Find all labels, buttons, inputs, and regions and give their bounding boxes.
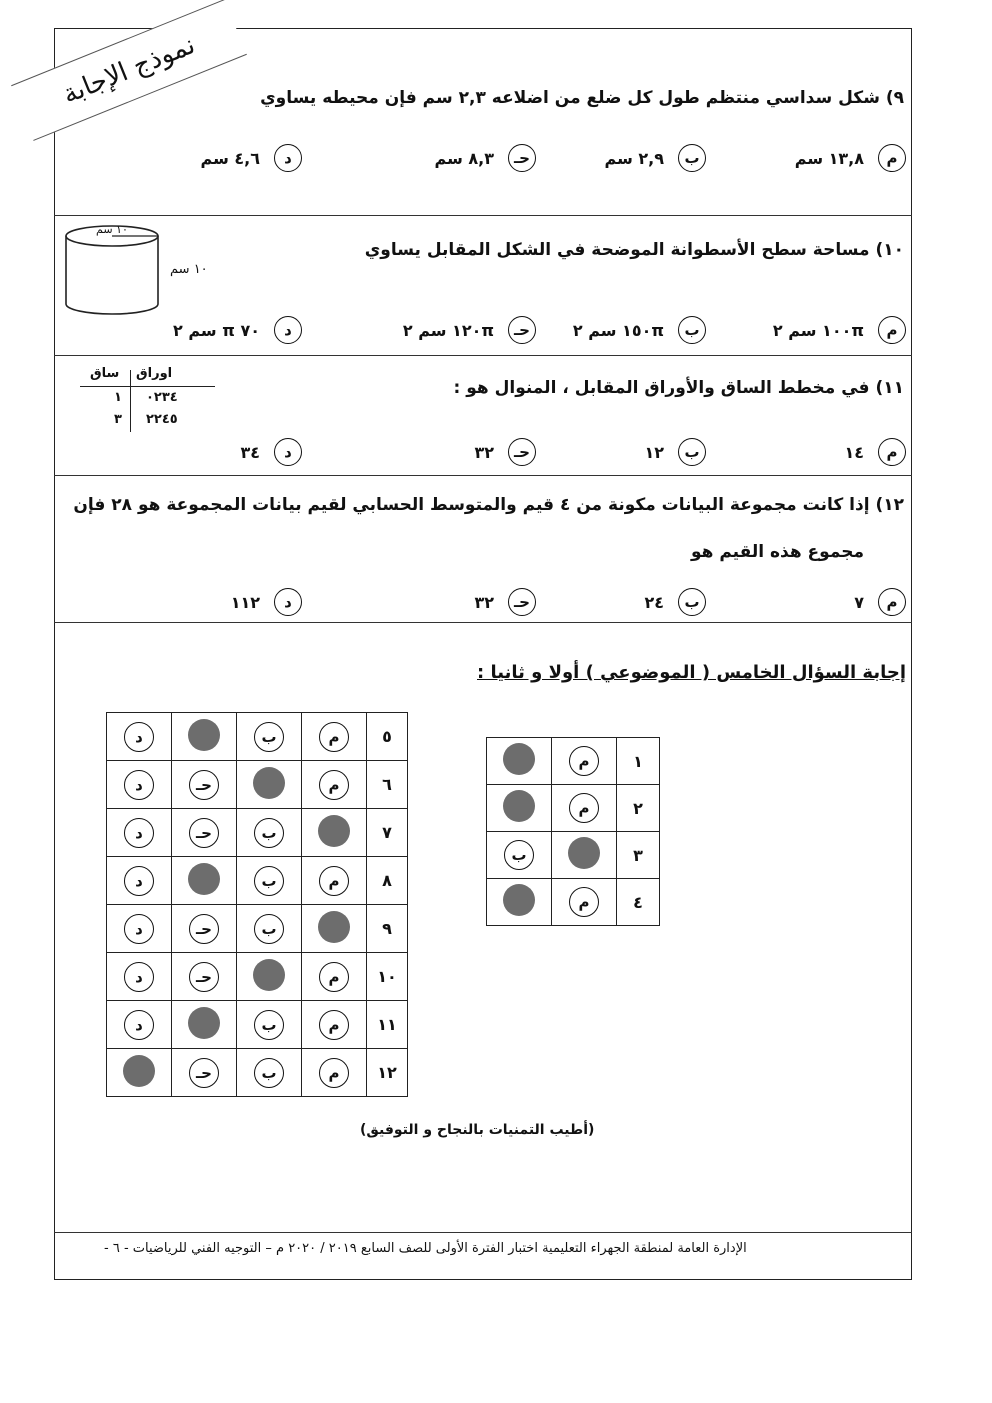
option-letter-circle: د	[274, 316, 302, 344]
option-letter-circle: ب	[678, 588, 706, 616]
question-11-text: ١١) في مخطط الساق والأوراق المقابل ، المنوال هو :	[453, 378, 904, 398]
option-2[interactable]	[644, 588, 706, 616]
option-value: ١٢	[644, 442, 664, 462]
question-number: ٨	[367, 857, 408, 905]
answer-row	[107, 953, 408, 1001]
answer-row	[107, 809, 408, 857]
answer-cell-selected[interactable]	[552, 832, 617, 879]
filled-bubble	[253, 767, 285, 799]
answer-letter-bubble: د	[124, 1010, 154, 1040]
option-value: ١٢٠π سم ٢	[402, 320, 494, 340]
answer-cell-selected[interactable]	[237, 953, 302, 1001]
answer-cell[interactable]	[237, 1001, 302, 1049]
option-letter-circle: د	[274, 438, 302, 466]
answer-row	[487, 879, 660, 926]
option-1[interactable]	[795, 144, 906, 172]
option-value: ٤,٦ سم	[200, 148, 260, 168]
divider	[54, 622, 912, 623]
option-value: ٣٢	[474, 442, 494, 462]
option-letter-circle: حـ	[508, 588, 536, 616]
answer-letter-bubble: م	[319, 1010, 349, 1040]
answer-cell[interactable]	[237, 713, 302, 761]
cylinder-figure	[62, 222, 172, 322]
answer-letter-bubble: حـ	[189, 1058, 219, 1088]
option-value: ٣٤	[240, 442, 260, 462]
option-value: ١٠٠π سم ٢	[772, 320, 864, 340]
question-number: ٧	[367, 809, 408, 857]
answer-letter-bubble: د	[124, 914, 154, 944]
filled-bubble	[568, 837, 600, 869]
option-1[interactable]	[844, 438, 906, 466]
option-letter-circle: ب	[678, 316, 706, 344]
option-letter-circle: م	[878, 438, 906, 466]
answer-letter-bubble: حـ	[189, 962, 219, 992]
stem-header: ساق	[90, 366, 120, 381]
answer-letter-bubble: م	[319, 962, 349, 992]
answer-cell[interactable]	[237, 857, 302, 905]
answer-cell[interactable]	[237, 1049, 302, 1097]
answer-cell-selected[interactable]	[302, 905, 367, 953]
answer-cell[interactable]	[107, 953, 172, 1001]
answer-letter-bubble: ب	[254, 1058, 284, 1088]
answer-cell-selected[interactable]	[302, 809, 367, 857]
filled-bubble	[318, 815, 350, 847]
answer-grid-second	[106, 712, 408, 1097]
answer-row	[487, 738, 660, 785]
question-12-text-line-2: مجموع هذه القيم هو	[690, 542, 864, 562]
answers-title: إجابة السؤال الخامس ( الموضوعي ) أولا و ثانيا :	[477, 662, 906, 683]
answer-row	[107, 1049, 408, 1097]
answer-row	[107, 857, 408, 905]
stem-row-1-stem: ١	[114, 390, 122, 405]
question-number: ٢	[617, 785, 660, 832]
answer-cell[interactable]	[302, 761, 367, 809]
option-letter-circle: د	[274, 144, 302, 172]
answer-letter-bubble: ب	[254, 722, 284, 752]
stem-leaf-plot	[80, 366, 215, 436]
option-value: ٧	[854, 592, 864, 612]
answer-cell[interactable]	[552, 785, 617, 832]
answer-letter-bubble: م	[319, 770, 349, 800]
divider	[54, 475, 912, 476]
answer-cell[interactable]	[107, 713, 172, 761]
option-letter-circle: حـ	[508, 438, 536, 466]
filled-bubble	[253, 959, 285, 991]
divider	[54, 215, 912, 216]
question-number: ١١	[367, 1001, 408, 1049]
question-number: ٦	[367, 761, 408, 809]
answer-cell[interactable]	[552, 879, 617, 926]
answer-letter-bubble: حـ	[189, 914, 219, 944]
answer-letter-bubble: م	[569, 793, 599, 823]
option-4[interactable]	[173, 316, 302, 344]
option-2[interactable]	[605, 144, 706, 172]
answer-cell-selected[interactable]	[487, 738, 552, 785]
footer-divider	[54, 1232, 912, 1233]
answer-letter-bubble: م	[569, 887, 599, 917]
wishes-text: (أطيب التمنيات بالنجاح و التوفيق)	[360, 1122, 595, 1138]
question-number: ٤	[617, 879, 660, 926]
filled-bubble	[188, 1007, 220, 1039]
filled-bubble	[188, 719, 220, 751]
answer-cell-selected[interactable]	[237, 761, 302, 809]
answer-cell[interactable]	[302, 713, 367, 761]
answer-letter-bubble: حـ	[189, 770, 219, 800]
answer-cell[interactable]	[237, 809, 302, 857]
answer-cell[interactable]	[172, 1049, 237, 1097]
answer-cell[interactable]	[107, 857, 172, 905]
question-number: ١	[617, 738, 660, 785]
option-4[interactable]	[201, 144, 302, 172]
filled-bubble	[503, 743, 535, 775]
answer-cell-selected[interactable]	[107, 1049, 172, 1097]
divider	[54, 355, 912, 356]
answer-cell[interactable]	[487, 832, 552, 879]
answer-letter-bubble: د	[124, 818, 154, 848]
cylinder-radius-label: ١٠ سم	[96, 223, 128, 236]
answer-letter-bubble: م	[319, 866, 349, 896]
question-9-text: ٩) شكل سداسي منتظم طول كل ضلع من اضلاعه ٢,٣ سم فإن محيطه يساوي	[260, 88, 904, 108]
answer-letter-bubble: م	[319, 1058, 349, 1088]
answer-cell[interactable]	[172, 761, 237, 809]
stem-row-2-stem: ٣	[114, 412, 122, 427]
answer-cell[interactable]	[552, 738, 617, 785]
cylinder-height-label: ١٠ سم	[170, 262, 208, 277]
answer-cell-selected[interactable]	[487, 785, 552, 832]
option-4[interactable]	[231, 588, 302, 616]
answer-letter-bubble: ب	[254, 818, 284, 848]
option-letter-circle: م	[878, 588, 906, 616]
answer-letter-bubble: ب	[504, 840, 534, 870]
option-2[interactable]	[573, 316, 706, 344]
answer-letter-bubble: د	[124, 722, 154, 752]
option-4[interactable]	[240, 438, 302, 466]
option-1[interactable]	[773, 316, 906, 344]
option-letter-circle: د	[274, 588, 302, 616]
option-value: ٨,٣ سم	[434, 148, 494, 168]
answer-cell[interactable]	[107, 809, 172, 857]
answer-letter-bubble: م	[569, 746, 599, 776]
filled-bubble	[188, 863, 220, 895]
answer-letter-bubble: ب	[254, 914, 284, 944]
leaf-header: اوراق	[136, 366, 173, 381]
answer-cell-selected[interactable]	[172, 857, 237, 905]
option-letter-circle: م	[878, 144, 906, 172]
answer-cell[interactable]	[172, 953, 237, 1001]
answer-row	[107, 905, 408, 953]
answer-cell-selected[interactable]	[487, 879, 552, 926]
option-1[interactable]	[854, 588, 906, 616]
option-value: ١١٢	[230, 592, 260, 612]
option-letter-circle: ب	[678, 144, 706, 172]
option-value: ٧٠ π سم ٢	[173, 320, 260, 340]
option-2[interactable]	[644, 438, 706, 466]
option-letter-circle: حـ	[508, 144, 536, 172]
answer-grid-first	[486, 737, 660, 926]
option-value: ١٥٠π سم ٢	[572, 320, 664, 340]
option-letter-circle: م	[878, 316, 906, 344]
answer-letter-bubble: ب	[254, 866, 284, 896]
filled-bubble	[503, 790, 535, 822]
answer-cell[interactable]	[302, 953, 367, 1001]
filled-bubble	[503, 884, 535, 916]
answer-cell[interactable]	[107, 761, 172, 809]
question-number: ٣	[617, 832, 660, 879]
option-3[interactable]	[403, 316, 536, 344]
stem-row-1-leaves: ٠٢٣٤	[146, 390, 178, 405]
answer-cell[interactable]	[107, 905, 172, 953]
question-10-text: ١٠) مساحة سطح الأسطوانة الموضحة في الشكل المقابل يساوي	[364, 240, 904, 260]
option-value: ٢٤	[644, 592, 664, 612]
question-number: ١٢	[367, 1049, 408, 1097]
answer-key-stamp: نموذج الإجابة	[11, 0, 247, 141]
option-letter-circle: ب	[678, 438, 706, 466]
answer-cell[interactable]	[237, 905, 302, 953]
filled-bubble	[123, 1055, 155, 1087]
answer-row	[107, 713, 408, 761]
stem-row-2-leaves: ٢٢٤٥	[146, 412, 178, 427]
option-value: ١٤	[844, 442, 864, 462]
answer-letter-bubble: د	[124, 866, 154, 896]
answer-row	[107, 1001, 408, 1049]
answer-letter-bubble: د	[124, 770, 154, 800]
answer-cell[interactable]	[172, 905, 237, 953]
answer-cell-selected[interactable]	[172, 1001, 237, 1049]
filled-bubble	[318, 911, 350, 943]
option-3[interactable]	[474, 588, 536, 616]
answer-cell[interactable]	[302, 1049, 367, 1097]
option-value: ١٣,٨ سم	[794, 148, 864, 168]
option-value: ٢,٩ سم	[604, 148, 664, 168]
answer-cell[interactable]	[172, 809, 237, 857]
question-number: ١٠	[367, 953, 408, 1001]
option-3[interactable]	[435, 144, 536, 172]
question-number: ٥	[367, 713, 408, 761]
question-number: ٩	[367, 905, 408, 953]
option-3[interactable]	[474, 438, 536, 466]
answer-letter-bubble: حـ	[189, 818, 219, 848]
answer-cell[interactable]	[302, 857, 367, 905]
answer-row	[107, 761, 408, 809]
answer-letter-bubble: م	[319, 722, 349, 752]
answer-letter-bubble: د	[124, 962, 154, 992]
answer-cell[interactable]	[107, 1001, 172, 1049]
option-letter-circle: حـ	[508, 316, 536, 344]
answer-cell-selected[interactable]	[172, 713, 237, 761]
question-12-text-line-1: ١٢) إذا كانت مجموعة البيانات مكونة من ٤ قيم والمتوسط الحسابي لقيم بيانات المجموعة هو ٢٨ فإن	[73, 495, 904, 515]
answer-row	[487, 785, 660, 832]
option-value: ٣٢	[474, 592, 494, 612]
answer-letter-bubble: ب	[254, 1010, 284, 1040]
answer-row	[487, 832, 660, 879]
footer-text: الإدارة العامة لمنطقة الجهراء التعليمية اختبار الفترة الأولى للصف السابع ٢٠١٩ / ٢٠٢٠ م – التوجيه الفني للرياضيات - ٦ -	[104, 1241, 747, 1256]
answer-cell[interactable]	[302, 1001, 367, 1049]
